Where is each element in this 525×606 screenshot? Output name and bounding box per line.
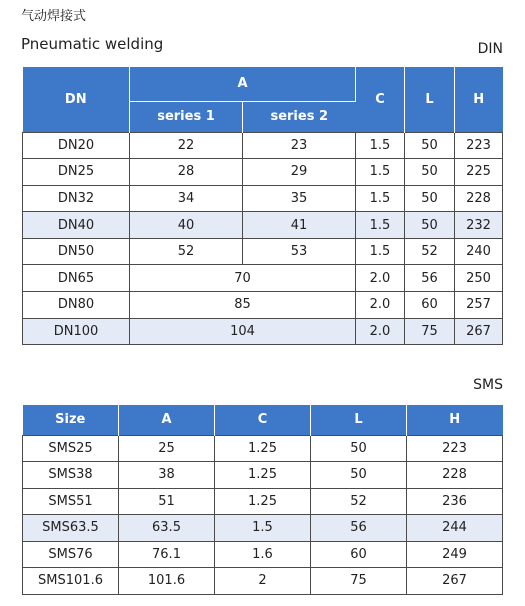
- sms-cell-size: SMS63.5: [23, 515, 119, 542]
- sms-cell-l: 60: [311, 541, 407, 568]
- sms-cell-a: 101.6: [119, 568, 215, 595]
- sms-cell-c: 1.25: [215, 462, 311, 489]
- din-cell-series1: 28: [130, 159, 243, 186]
- table-row: [23, 132, 503, 159]
- sms-cell-l: 50: [311, 462, 407, 489]
- din-cell-l: 56: [405, 265, 455, 292]
- table-row: [23, 212, 503, 239]
- din-cell-h: 240: [455, 238, 503, 265]
- din-cell-dn: DN32: [23, 185, 130, 212]
- sms-cell-c: 1.25: [215, 488, 311, 515]
- table-row: [23, 185, 503, 212]
- table-row: [23, 159, 503, 186]
- sms-cell-h: 244: [407, 515, 503, 542]
- sms-cell-l: 52: [311, 488, 407, 515]
- sms-header-h: H: [407, 405, 503, 435]
- din-cell-c: 2.0: [356, 265, 405, 292]
- sms-header-a: A: [119, 405, 215, 435]
- table-row: [23, 238, 503, 265]
- din-cell-c: 1.5: [356, 185, 405, 212]
- din-cell-c: 1.5: [356, 159, 405, 186]
- din-cell-series2: 35: [243, 185, 356, 212]
- din-cell-dn: DN100: [23, 318, 130, 345]
- din-cell-h: 228: [455, 185, 503, 212]
- sms-cell-a: 63.5: [119, 515, 215, 542]
- din-cell-l: 50: [405, 212, 455, 239]
- din-cell-l: 52: [405, 238, 455, 265]
- sms-header-c: C: [215, 405, 311, 435]
- din-cell-dn: DN40: [23, 212, 130, 239]
- din-cell-c: 2.0: [356, 318, 405, 345]
- din-cell-h: 225: [455, 159, 503, 186]
- din-cell-dn: DN50: [23, 238, 130, 265]
- sms-cell-c: 1.6: [215, 541, 311, 568]
- din-cell-series1: 40: [130, 212, 243, 239]
- din-cell-l: 60: [405, 292, 455, 319]
- din-cell-dn: DN25: [23, 159, 130, 186]
- sms-cell-size: SMS76: [23, 541, 119, 568]
- sms-cell-a: 38: [119, 462, 215, 489]
- sms-cell-size: SMS25: [23, 435, 119, 462]
- din-cell-dn: DN65: [23, 265, 130, 292]
- table-row: [23, 515, 503, 542]
- din-cell-c: 2.0: [356, 292, 405, 319]
- sms-cell-h: 228: [407, 462, 503, 489]
- din-header-dn: DN: [23, 67, 130, 132]
- din-standard-label: DIN: [477, 41, 503, 57]
- din-cell-dn: DN80: [23, 292, 130, 319]
- din-cell-h: 250: [455, 265, 503, 292]
- din-cell-l: 50: [405, 185, 455, 212]
- sms-cell-h: 236: [407, 488, 503, 515]
- din-cell-h: 257: [455, 292, 503, 319]
- sms-cell-a: 25: [119, 435, 215, 462]
- din-cell-series2: 53: [243, 238, 356, 265]
- din-header-c: C: [356, 67, 405, 132]
- din-cell-h: 232: [455, 212, 503, 239]
- sms-dimension-table: [22, 405, 503, 595]
- sms-cell-l: 75: [311, 568, 407, 595]
- table-row: [23, 568, 503, 595]
- din-header-h: H: [455, 67, 503, 132]
- din-cell-series1: 22: [130, 132, 243, 159]
- sms-cell-c: 1.25: [215, 435, 311, 462]
- table-row: [23, 541, 503, 568]
- din-cell-l: 50: [405, 159, 455, 186]
- din-header-l: L: [405, 67, 455, 132]
- sms-standard-label: SMS: [473, 377, 503, 393]
- din-header-a: A: [130, 67, 356, 101]
- din-cell-c: 1.5: [356, 212, 405, 239]
- din-cell-series2: 23: [243, 132, 356, 159]
- sms-cell-c: 2: [215, 568, 311, 595]
- sms-header-l: L: [311, 405, 407, 435]
- din-cell-a: 104: [130, 318, 356, 345]
- sms-cell-c: 1.5: [215, 515, 311, 542]
- sms-cell-a: 51: [119, 488, 215, 515]
- din-cell-h: 223: [455, 132, 503, 159]
- din-cell-a: 70: [130, 265, 356, 292]
- table-row: [23, 488, 503, 515]
- title-english: Pneumatic welding: [21, 35, 164, 53]
- din-cell-c: 1.5: [356, 238, 405, 265]
- din-cell-series1: 34: [130, 185, 243, 212]
- table-row: [23, 435, 503, 462]
- din-dimension-table: [22, 67, 503, 345]
- din-cell-l: 75: [405, 318, 455, 345]
- sms-header-size: Size: [23, 405, 119, 435]
- table-row: [23, 265, 503, 292]
- sms-cell-h: 267: [407, 568, 503, 595]
- table-row: [23, 292, 503, 319]
- sms-cell-h: 249: [407, 541, 503, 568]
- sms-cell-h: 223: [407, 435, 503, 462]
- din-header-series2: series 2: [243, 101, 356, 132]
- din-header-series1: series 1: [130, 101, 243, 132]
- sms-cell-a: 76.1: [119, 541, 215, 568]
- sms-cell-size: SMS51: [23, 488, 119, 515]
- din-cell-series2: 41: [243, 212, 356, 239]
- din-cell-l: 50: [405, 132, 455, 159]
- sms-cell-size: SMS101.6: [23, 568, 119, 595]
- table-row: [23, 462, 503, 489]
- din-cell-h: 267: [455, 318, 503, 345]
- din-cell-c: 1.5: [356, 132, 405, 159]
- table-row: [23, 318, 503, 345]
- din-cell-dn: DN20: [23, 132, 130, 159]
- din-cell-series2: 29: [243, 159, 356, 186]
- title-chinese: 气动焊接式: [21, 9, 87, 24]
- sms-cell-l: 50: [311, 435, 407, 462]
- din-cell-series1: 52: [130, 238, 243, 265]
- din-cell-a: 85: [130, 292, 356, 319]
- sms-cell-l: 56: [311, 515, 407, 542]
- sms-cell-size: SMS38: [23, 462, 119, 489]
